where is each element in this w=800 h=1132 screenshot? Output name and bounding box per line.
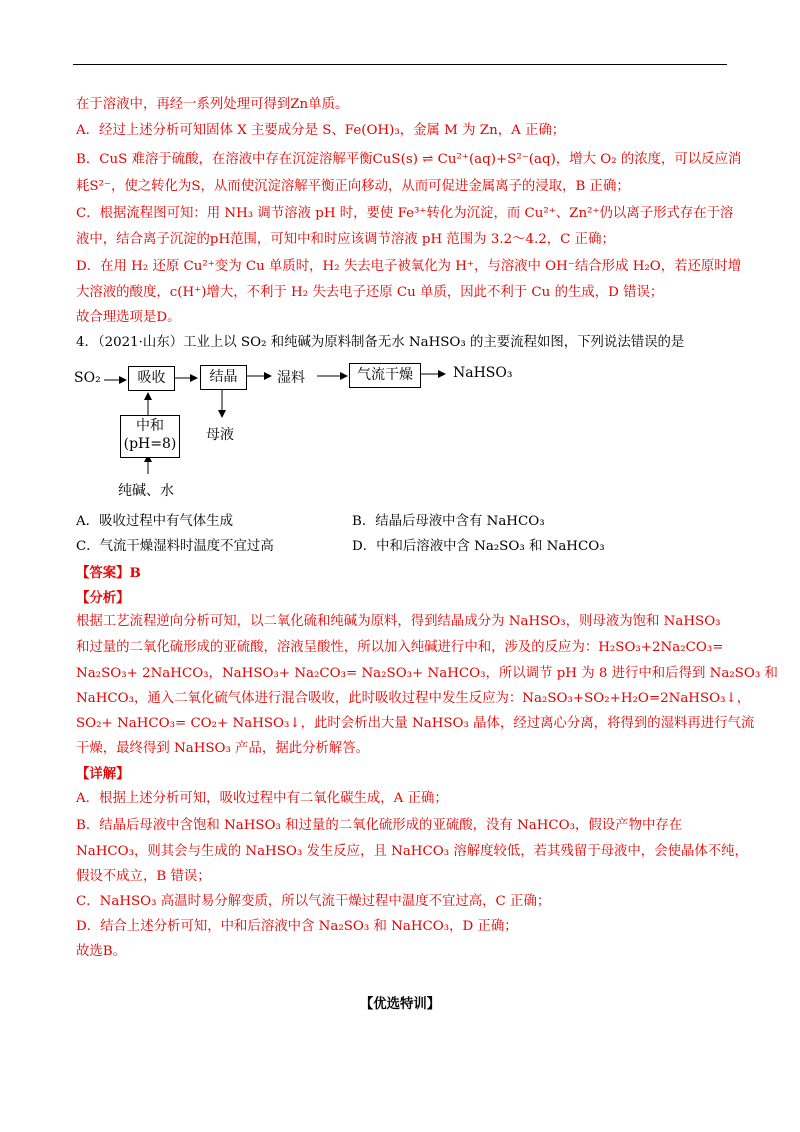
detail-label: 【详解】 <box>76 766 130 782</box>
analysis-label: 【分析】 <box>76 590 130 606</box>
text-line: B．结晶后母液中含饱和 NaHSO₃ 和过量的二氧化硫形成的亚硫酸，没有 NaHCO₃，假设产物中存在 <box>76 818 683 833</box>
absorb-box: 吸收 <box>128 366 175 391</box>
crystal-box: 结晶 <box>200 365 247 390</box>
text-line: NaHCO₃，则其会与生成的 NaHSO₃ 发生反应，且 NaHCO₃ 溶解度较低，若其残留于母液中，会使晶体不纯， <box>76 844 748 859</box>
dry-box: 气流干燥 <box>349 363 421 388</box>
option-d: D．中和后溶液中含 Na₂SO₃ 和 NaHCO₃ <box>352 539 605 554</box>
text-line: NaHCO₃，通入二氧化硫气体进行混合吸收，此时吸收过程中发生反应为：Na₂SO₃+SO₂+H₂O=2NaHSO₃↓， <box>76 691 751 706</box>
text-line: 在于溶液中，再经一系列处理可得到Zn单质。 <box>76 97 349 112</box>
text-line: C．根据流程图可知：用 NH₃ 调节溶液 pH 时，要使 Fe³⁺转化为沉淀，而 Cu²⁺、Zn²⁺仍以离子形式存在于溶 <box>76 206 734 221</box>
answer-label: 【答案】B <box>76 565 141 581</box>
text-line: 假设不成立，B 错误； <box>76 869 211 884</box>
neutral-label: 中和 <box>136 418 164 434</box>
so2-label: SO₂ <box>74 370 101 386</box>
neutral-box <box>120 415 180 458</box>
mother-label: 母液 <box>206 427 234 443</box>
text-line: 根据工艺流程逆向分析可知，以二氧化硫和纯碱为原料，得到结晶成分为 NaHSO₃，则母液为饱和 NaHSO₃ <box>76 614 721 629</box>
question-stem: 4．（2021·山东）工业上以 SO₂ 和纯碱为原料制备无水 NaHSO₃ 的主要流程如图，下列说法错误的是 <box>76 335 685 350</box>
text-line: SO₂+ NaHCO₃= CO₂+ NaHSO₃↓，此时会析出大量 NaHSO₃ 晶体，经过离心分离，将得到的湿料再进行气流 <box>76 716 755 731</box>
option-c: C．气流干燥湿料时温度不宜过高 <box>76 539 274 554</box>
section-title: 【优选特训】 <box>359 996 441 1012</box>
option-b: B．结晶后母液中含有 NaHCO₃ <box>352 514 545 529</box>
text-line: C．NaHSO₃ 高温时易分解变质，所以气流干燥过程中温度不宜过高，C 正确； <box>76 894 551 909</box>
text-line: 液中，结合离子沉淀的pH范围，可知中和时应该调节溶液 pH 范围为 3.2～4.2，C 正确； <box>76 232 615 247</box>
product-label: NaHSO₃ <box>453 365 513 381</box>
text-line: Na₂SO₃+ 2NaHCO₃，NaHSO₃+ Na₂CO₃= Na₂SO₃+ NaHCO₃，所以调节 pH 为 8 进行中和后得到 Na₂SO₃ 和 <box>76 666 778 681</box>
text-line: B．CuS 难溶于硫酸，在溶液中存在沉淀溶解平衡CuS(s) ⇌ Cu²⁺(aq)+S²⁻(aq)，增大 O₂ 的浓度，可以反应消 <box>76 152 742 167</box>
neutral-ph-label: (pH=8) <box>123 436 177 452</box>
text-line: D．结合上述分析可知，中和后溶液中含 Na₂SO₃ 和 NaHCO₃，D 正确； <box>76 919 518 934</box>
option-a: A．吸收过程中有气体生成 <box>76 514 233 529</box>
text-line: 故合理选项是D。 <box>76 310 181 325</box>
text-line: 大溶液的酸度，c(H⁺)增大，不利于 H₂ 失去电子还原 Cu 单质，因此不利于 Cu 的生成，D 错误； <box>76 285 664 300</box>
text-line: 干燥，最终得到 NaHSO₃ 产品，据此分析解答。 <box>76 741 370 756</box>
input-label: 纯碱、水 <box>118 483 174 499</box>
wet-label: 湿料 <box>277 370 305 386</box>
text-line: 和过量的二氧化硫形成的亚硫酸，溶液呈酸性，所以加入纯碱进行中和，涉及的反应为：H₂SO₃+2Na₂CO₃= <box>76 640 724 655</box>
text-line: 耗S²⁻，使之转化为S，从而使沉淀溶解平衡正向移动，从而可促进金属离子的浸取，B 正确； <box>76 179 630 194</box>
text-line: 故选B。 <box>76 944 127 959</box>
text-line: A．根据上述分析可知，吸收过程中有二氧化碳生成，A 正确； <box>76 791 448 806</box>
text-line: D．在用 H₂ 还原 Cu²⁺变为 Cu 单质时，H₂ 失去电子被氧化为 H⁺，与溶液中 OH⁻结合形成 H₂O，若还原时增 <box>76 259 742 274</box>
text-line: A．经过上述分析可知固体 X 主要成分是 S、Fe(OH)₃，金属 M 为 Zn，A 正确； <box>76 123 566 138</box>
